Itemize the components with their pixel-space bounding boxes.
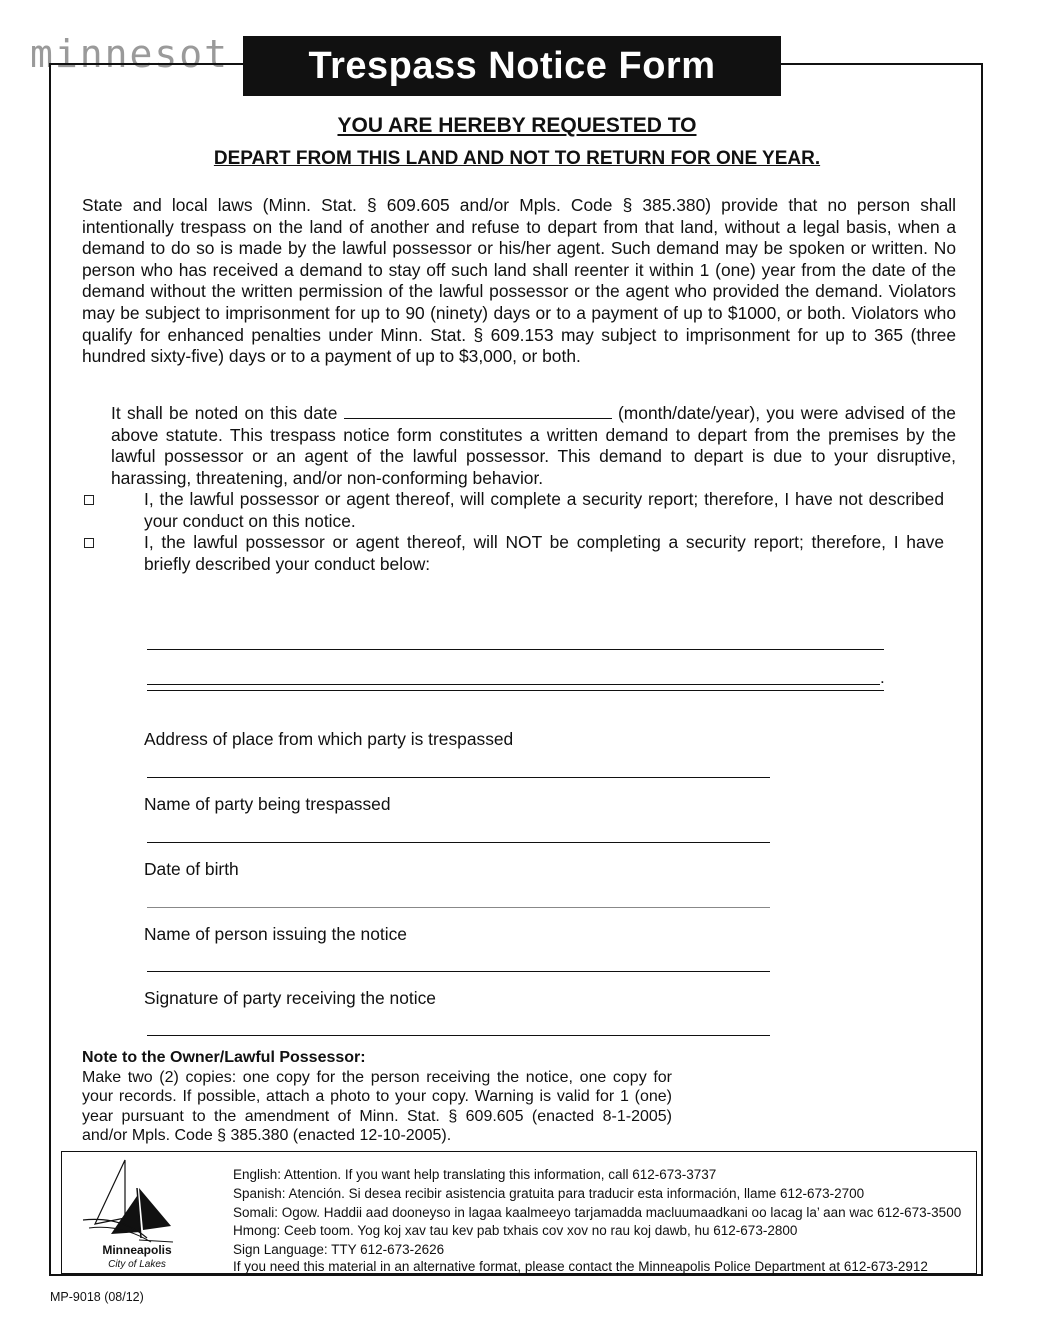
notice-paragraph bbox=[111, 403, 956, 489]
party-name-line[interactable] bbox=[147, 842, 770, 843]
contact-alternative-format: If you need this material in an alternative format, please contact the Minneapolis Police Department at 612-673-2912 bbox=[233, 1259, 928, 1274]
conduct-line-period: . bbox=[880, 668, 885, 687]
signature-line[interactable] bbox=[147, 1035, 770, 1036]
issuer-label: Name of person issuing the notice bbox=[144, 924, 407, 944]
checkbox-no-security-report[interactable] bbox=[84, 538, 94, 548]
signature-label: Signature of party receiving the notice bbox=[144, 988, 436, 1008]
issuer-line[interactable] bbox=[147, 971, 770, 972]
contact-sign-language: Sign Language: TTY 612-673-2626 bbox=[233, 1242, 445, 1257]
depart-heading: DEPART FROM THIS LAND AND NOT TO RETURN FOR ONE YEAR. bbox=[213, 148, 821, 169]
form-title: Trespass Notice Form bbox=[308, 44, 716, 87]
contact-somali: Somali: Ogow. Haddii aad dooneyso in lagaa kaalmeeyo tarjamadda macluumaadkani oo lacag la’ aan wac 612-673-3500 bbox=[233, 1205, 962, 1220]
conduct-line-1[interactable] bbox=[147, 649, 884, 650]
request-heading: YOU ARE HEREBY REQUESTED TO bbox=[337, 114, 697, 137]
date-blank[interactable] bbox=[344, 404, 612, 419]
party-name-label: Name of party being trespassed bbox=[144, 794, 391, 814]
option-no-security-report-label: I, the lawful possessor or agent thereof, will NOT be completing a security report; therefore, I have briefly described your conduct below: bbox=[144, 532, 944, 574]
owner-note-title: Note to the Owner/Lawful Possessor: bbox=[82, 1049, 366, 1066]
logo-name: Minneapolis bbox=[102, 1243, 172, 1257]
contact-spanish: Spanish: Atención. Si desea recibir asistencia gratuita para traducir esta información, llame 612-673-2700 bbox=[233, 1186, 865, 1201]
owner-note-body: Make two (2) copies: one copy for the person receiving the notice, one copy for your records. If possible, attach a photo to your copy. Warning is valid for 1 (one) year pursuant to the amendment of Minn. Stat. § 609.605 (enacted 8-1-2005) and/or Mpls. Code § 385.380 (enacted 12-10-2005). bbox=[82, 1068, 672, 1144]
owner-note bbox=[82, 1048, 672, 1146]
checkbox-security-report[interactable] bbox=[84, 495, 94, 505]
address-line[interactable] bbox=[147, 777, 770, 778]
form-code: MP-9018 (08/12) bbox=[50, 1290, 144, 1304]
notice-text-after: (month/date/year), you were advised of the above statute. This trespass notice form constitutes a written demand to depart from the premises by the lawful possessor or an agent of the lawful possessor. This demand to depart is due to your disruptive, harassing, threatening, and/or non-conforming behavior. bbox=[111, 403, 956, 488]
dob-label: Date of birth bbox=[144, 859, 239, 879]
address-label: Address of place from which party is trespassed bbox=[144, 729, 514, 749]
contact-hmong: Hmong: Ceeb toom. Yog koj xav tau kev pab txhais cov xov no rau koj dawb, hu 612-673-2800 bbox=[233, 1223, 798, 1238]
conduct-line-2-underline bbox=[147, 690, 884, 691]
contact-english: English: Attention. If you want help translating this information, call 612-673-3737 bbox=[233, 1167, 717, 1182]
notice-text-before: It shall be noted on this date bbox=[111, 403, 338, 423]
minnesota-watermark: minnesot bbox=[30, 32, 230, 76]
dob-line[interactable] bbox=[147, 907, 770, 908]
logo-tagline: City of Lakes bbox=[108, 1259, 166, 1270]
statute-paragraph: State and local laws (Minn. Stat. § 609.605 and/or Mpls. Code § 385.380) provide that no person shall intentionally trespass on the land of another and refuse to depart from that land, without a legal basis, when a demand to do so is made by the lawful possessor or his/her agent. Such demand may be spoken or written. No person who has received a demand to stay off such land shall reenter it within 1 (one) year from the date of the demand without the written permission of the lawful possessor or the agent who provided the demand. Violators may be subject to imprisonment for up to 90 (ninety) days or to a payment of up to $1000, or both. Violators who qualify for enhanced penalties under Minn. Stat. § 609.153 may subject to imprisonment for up to 365 (three hundred sixty-five) days or to a payment of up to $3,000, or both. bbox=[82, 195, 956, 367]
conduct-line-2[interactable] bbox=[147, 684, 880, 685]
option-security-report-label: I, the lawful possessor or agent thereof, will complete a security report; therefore, I have not described your conduct on this notice. bbox=[144, 489, 944, 531]
title-banner bbox=[243, 36, 781, 96]
